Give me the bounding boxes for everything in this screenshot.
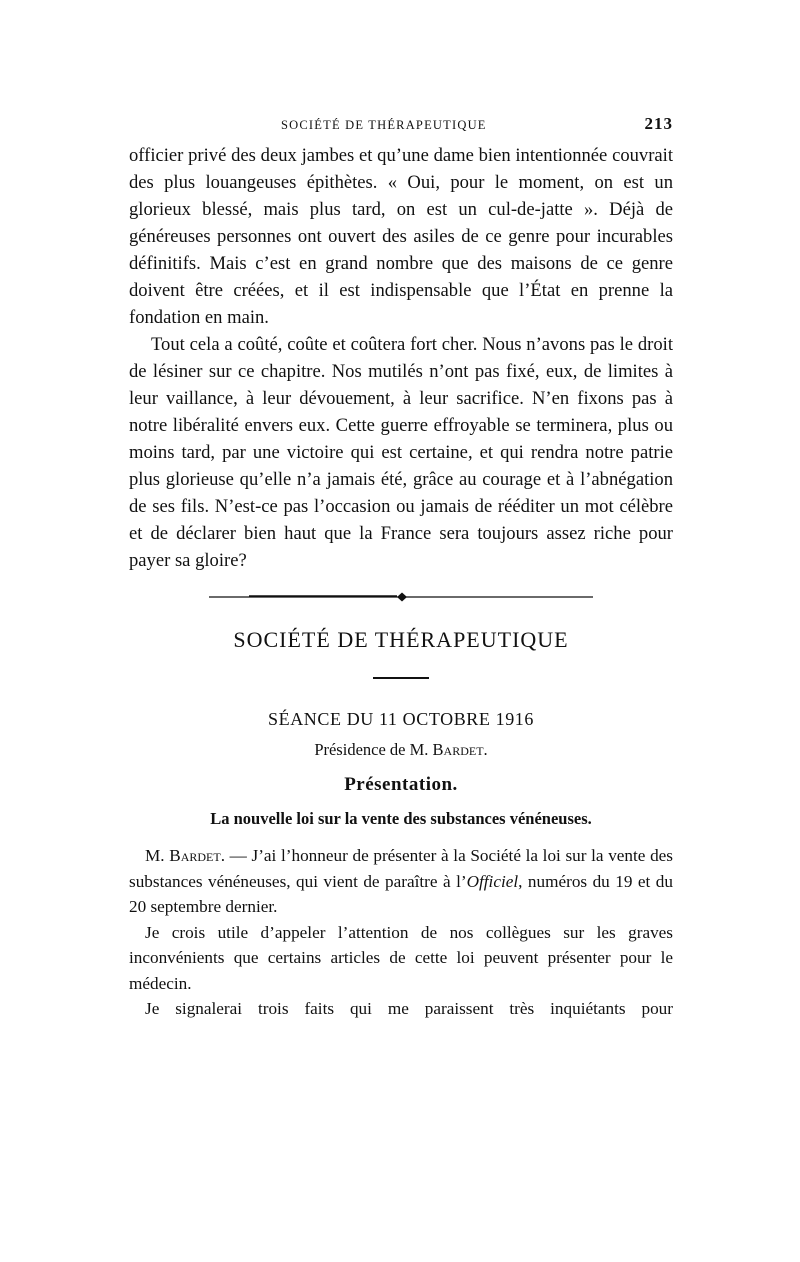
president-name: Bardet. — [432, 740, 488, 759]
speech-paragraph-1 — [129, 843, 673, 920]
speech-text-b: , numéros du 19 et du 20 septembre dernier. — [129, 871, 673, 916]
book-page — [129, 112, 673, 1022]
speech-paragraph-2: Je crois utile d’appeler l’attention de nos collègues sur les graves inconvénients que certains articles de cette loi peuvent présenter pour le médecin. — [129, 922, 673, 993]
paragraph-cost: Tout cela a coûté, coûte et coûtera fort cher. Nous n’avons pas le droit de lésiner sur ce chapitre. Nos mutilés n’ont pas fixé, eux, de limites à leur vaillance, à leur dévouement, à leur sacrifice. N’en fixons pas à notre libéralité envers eux. Cette guerre effroyable se terminera, plus ou moins tard, par une victoire qui est certaine, et qui rendra notre patrie plus glorieuse qu’elle n’a jamais été, grâce au courage et à l’abnégation de ses fils. N’est-ce pas l’occasion ou jamais de rééditer un mot célèbre et de déclarer bien haut que la France sera toujours assez riche pour payer sa gloire? — [129, 334, 673, 571]
presentation-heading: Présentation. — [344, 774, 458, 795]
separator-rule-icon — [209, 591, 593, 603]
running-head — [129, 112, 673, 142]
speech-text-a: — J’ai l’honneur de présenter à la Société la loi sur la vente des substances vénéneuses, qui vient de paraître à l’ — [129, 846, 673, 891]
ornamental-separator — [209, 591, 593, 603]
running-title: SOCIÉTÉ DE THÉRAPEUTIQUE — [281, 118, 487, 132]
speech — [129, 843, 673, 1022]
section-title: SOCIÉTÉ DE THÉRAPEUTIQUE — [233, 627, 569, 652]
speaker-name: M. Bardet. — [145, 846, 225, 865]
title-rule — [373, 677, 429, 679]
journal-name: Officiel — [466, 871, 519, 891]
presidence-line — [129, 740, 673, 760]
speech-paragraph-3: Je signalerai trois faits qui me paraissent très inquiétants pour — [145, 999, 673, 1018]
presidence-prefix: Présidence de M. — [314, 740, 429, 759]
continued-paragraph: officier privé des deux jambes et qu’une dame bien intentionnée couvrait des plus louangeuses épithètes. « Oui, pour le moment, on est un glorieux blessé, mais plus tard, on est un cul-de-jatte ». Déjà de généreuses personnes ont ouvert des asiles de ce genre pour incurables définitifs. Mais c’est en grand nombre que des maisons de ce genre doivent être créées, et il est indispensable que l’État en prenne la fondation en main. — [129, 145, 673, 328]
page-number: 213 — [644, 114, 673, 133]
subtitle: La nouvelle loi sur la vente des substances vénéneuses. — [210, 809, 592, 828]
body-text — [129, 142, 673, 574]
seance-date: SÉANCE DU 11 OCTOBRE 1916 — [267, 709, 534, 729]
